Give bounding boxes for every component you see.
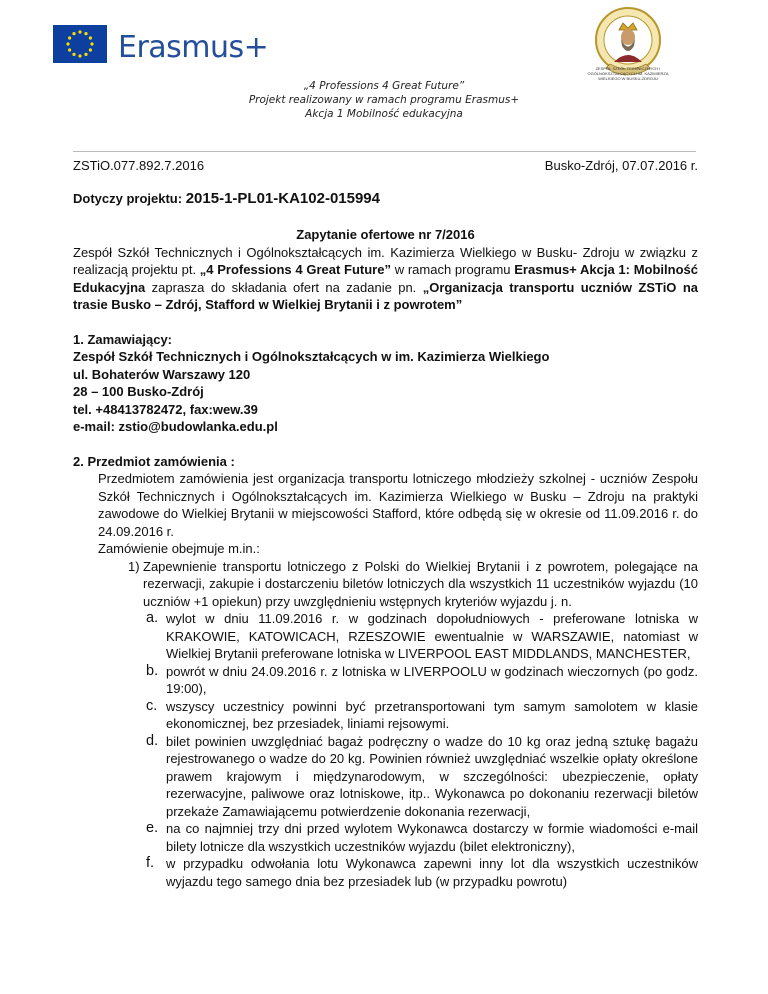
subject-section [73, 453, 698, 891]
intro-text-1: Zespół Szkół Technicznych i Ogólnokształcących im. Kazimierza Wielkiego w Busku- Zdroju w związku z realizacją projektu pt. [73, 244, 698, 277]
reference-line [73, 158, 698, 174]
subject-description: Przedmiotem zamówienia jest organizacja transportu lotniczego młodzieży szkolnej - uczniów Zespołu Szkół Technicznych i Ogólnokształcących im. Kazimierza Wielkiego w Busku – Zdroju na praktyki zawodowe do Wielkiej Brytanii w miejscowości Stafford, które odbędą się w okresie od 11.09.2016 r. do 24.09.2016 r. [98, 471, 698, 539]
reference-number: ZSTiO.077.892.7.2016 [73, 158, 205, 173]
sub-item-letter: c. [146, 697, 158, 714]
scope-item-1 [73, 558, 698, 611]
ordering-phone: tel. +48413782472, fax:wew.39 [73, 401, 258, 417]
header-logos [0, 0, 768, 80]
sub-item-text: w przypadku odwołania lotu Wykonawca zapewni inny lot dla wszystkich uczestników wyjazdu tego samego dnia bez przesiadek lub (w przypadku powrotu) [166, 856, 698, 889]
crest-caption: ZESPÓŁ SZKÓŁ TECHNICZNYCH I OGÓLNOKSZTAŁCĄCYCH IM. KAZIMIERZA WIELKIEGO W BUSKU-ZDROJU [587, 66, 669, 81]
sub-item-letter: f. [146, 855, 155, 871]
project-number: 2015-1-PL01-KA102-015994 [185, 190, 380, 207]
ordering-email: e-mail: zstio@budowlanka.edu.pl [73, 419, 278, 434]
inquiry-title: Zapytanie ofertowe nr 7/2016 [296, 227, 475, 242]
intro-text-3: zaprasza do składania ofert na zadanie pn. [145, 279, 423, 295]
intro-project: „4 Professions 4 Great Future” [199, 262, 391, 277]
sub-item-letter: b. [146, 662, 159, 679]
document-body [73, 226, 698, 890]
sub-item [73, 663, 698, 698]
sub-item [73, 820, 698, 855]
sub-item-letter: e. [146, 820, 159, 836]
subject-heading: 2. Przedmiot zamówienia : [73, 453, 235, 469]
ordering-city: 28 – 100 Busko-Zdrój [73, 384, 204, 399]
scope-item-text: Zapewnienie transportu lotniczego z Polski do Wielkiej Brytanii i z powrotem, polegające na rezerwacji, zakupie i dostarczeniu biletów lotniczych dla wszystkich 11 uczestników wyjazdu (10 uczniów +1 opiekun) przy uwzględnieniu wstępnych kryteriów wyjazdu j. n. [143, 558, 698, 609]
subject-scope-intro: Zamówienie obejmuje m.in.: [98, 541, 260, 556]
ordering-heading: 1. Zamawiający: [73, 331, 172, 347]
sub-item-text: powrót w dniu 24.09.2016 r. z lotniska w LIVERPOOLU w godzinach wieczornych (po godz. 19:00), [166, 663, 698, 696]
sub-item-text: na co najmniej trzy dni przed wylotem Wykonawca dostarczy w formie wiadomości e-mail bilety lotnicze dla wszystkich uczestników wyjazdu (bilet elektroniczny), [166, 821, 698, 854]
sub-item-letter: a. [146, 610, 159, 626]
scope-item-number: 1) [128, 558, 140, 574]
sub-item-text: wylot w dniu 11.09.2016 r. w godzinach dopołudniowych - preferowane lotniska w KRAKOWIE, KATOWICACH, RZESZOWIE ewentualnie w WARSZAWIE, natomiast w Wielkiej Brytanii preferowane lotniska w LIVERPOOL EAST MIDDLANDS, MANCHESTER, [166, 611, 698, 661]
project-title: „4 Professions 4 Great Future” [303, 80, 465, 92]
sub-item [73, 855, 698, 890]
intro-text-2: w ramach programu [390, 262, 515, 277]
project-reference [73, 190, 380, 208]
erasmus-logo-text: Erasmus+ [118, 30, 269, 65]
sub-item-text: bilet powinien uwzględniać bagaż podręczny o wadze do 10 kg oraz jedną sztukę bagażu rejestrowanego o wadze do 20 kg. Powinien również uwzględniać wszelkie opłaty określone prawem krajowym i międzynarodowym, w szczególności: ubezpieczenie, opłaty rezerwacyjne, paliwowe oraz lotniskowe, itp.. Wykonawca po dokonaniu rezerwacji biletów przekaże Zamawiającemu potwierdzenie dokonania rezerwacji, [166, 733, 698, 819]
intro-task: „Organizacja transportu uczniów ZSTiO na trasie Busko – Zdrój, Stafford w Wielkiej Brytanii i z powrotem” [73, 279, 698, 312]
sub-item [73, 698, 698, 733]
sub-item [73, 733, 698, 821]
place-date: Busko-Zdrój, 07.07.2016 r. [544, 158, 698, 173]
sub-item-text: wszyscy uczestnicy powinni być przetransportowani tym samym samolotem w klasie ekonomicznej, bez przesiadek, liniami rejsowymi. [166, 698, 698, 731]
sub-item-letter: d. [146, 732, 159, 749]
project-action-line: Akcja 1 Mobilność edukacyjna [305, 108, 463, 120]
ordering-street: ul. Bohaterów Warszawy 120 [73, 366, 251, 382]
sub-item [73, 610, 698, 663]
inquiry-intro [73, 244, 698, 314]
ordering-party [73, 331, 698, 436]
header-divider [73, 151, 696, 152]
ordering-name: Zespół Szkół Technicznych i Ogólnokształcących w im. Kazimierza Wielkiego [73, 349, 550, 364]
eu-flag-icon [53, 25, 107, 63]
project-header [0, 79, 768, 121]
project-label: Dotyczy projektu: [73, 191, 183, 206]
intro-program: Erasmus+ Akcja 1: Mobilność Edukacyjna [73, 262, 698, 295]
project-program-line: Projekt realizowany w ramach programu Erasmus+ [248, 94, 520, 106]
